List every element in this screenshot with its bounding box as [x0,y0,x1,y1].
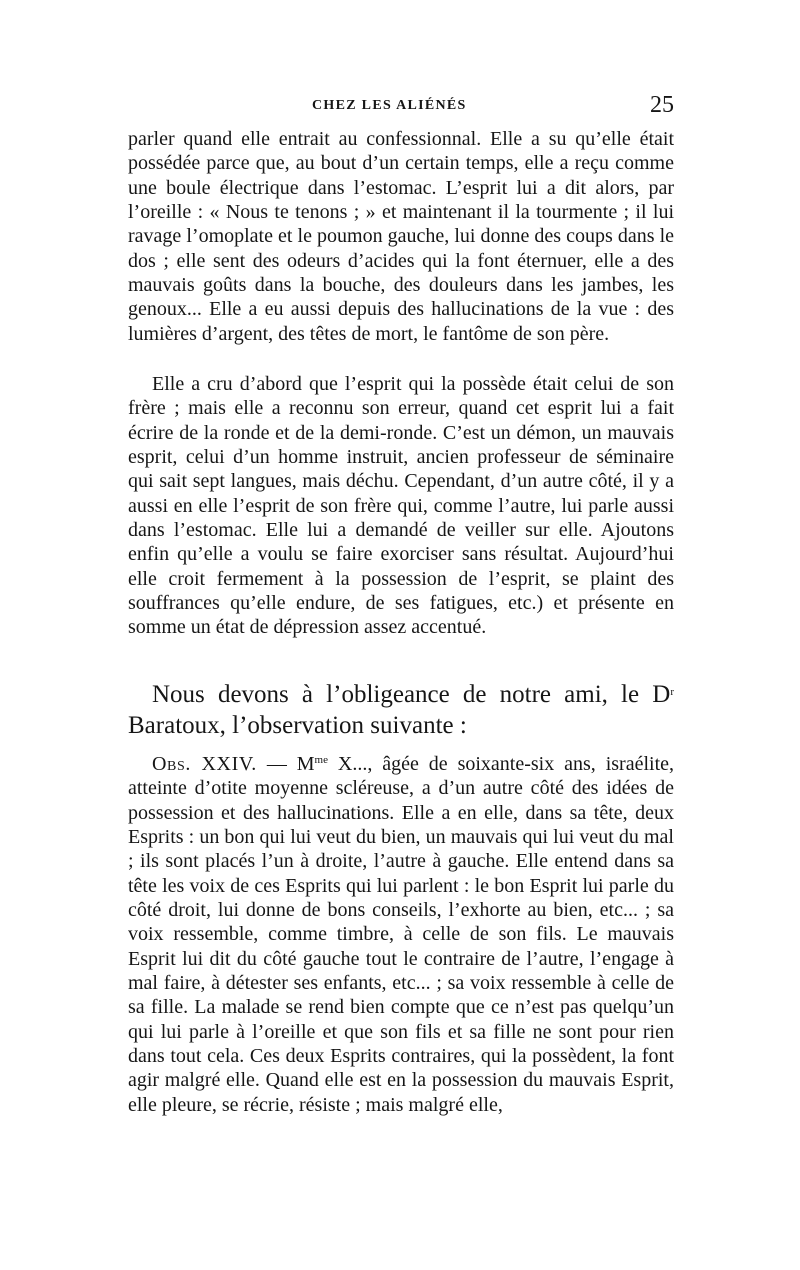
observation-label: Obs. XXIV. [152,753,257,775]
second-paragraph [128,372,674,640]
doctor-abbreviation-superscript: r [670,686,674,698]
continued-paragraph [128,127,674,346]
running-header [128,92,676,122]
paragraph-text: Elle a cru d’abord que l’esprit qui la possède était celui de son frère ; mais elle a reconnu son erreur, quand cet esprit lui a fait écrire de la ronde et de la demi-ronde. C’est un démon, un mauvais esprit, celui d’un homme instruit, ancien professeur de séminaire qui sait sept langues, mais déchu. Cependant, d’un autre côté, il y a aussi en elle l’esprit de son frère qui, comme l’autre, lui parle aussi dans l’estomac. Elle lui a demandé de veiller sur elle. Ajoutons enfin qu’elle a voulu se faire exorciser sans résultat. Aujourd’hui elle croit fermement à la possession de l’esprit, se plaint des souffrances qu’elle endure, de ses fatigues, etc.) et présente en somme un état de dépression assez accentué. [128,373,674,639]
observation-text [128,752,674,1117]
observation-dash: — M [256,753,315,775]
running-title: CHEZ LES ALIÉNÉS [312,98,467,113]
intro-text-start: Nous devons à l’obligeance de notre ami, le D [152,681,671,708]
observation-intro [128,679,674,741]
observation-body: X..., âgée de soixante-six ans, israélite, atteinte d’otite moyenne scléreuse, a d’un autre côté des idées de possession et des hallucinations. Elle a en elle, dans sa tête, deux Esprits : un bon qui lui veut du bien, un mauvais qui lui veut du mal ; ils sont placés l’un à droite, l’autre à gauche. Elle entend dans sa tête les voix de ces Esprits qui lui parlent : le bon Esprit lui parle du côté droit, lui donne de bons conseils, l’exhorte au bien, etc... ; sa voix ressemble, comme timbre, à celle de son fils. Le mauvais Esprit lui dit du côté gauche tout le contraire de l’autre, l’engage à mal faire, à détester ses enfants, etc... ; sa voix ressemble à celle de sa fille. La malade se rend bien compte que ce n’est pas quelqu’un qui lui parle à l’oreille et que son fils et sa fille ne sont pour rien dans tout cela. Ces deux Esprits contraires, qui la possèdent, la font agir malgré elle. Quand elle est en la possession du mauvais Esprit, elle pleure, se récrie, résiste ; mais malgré elle, [128,753,674,1116]
intro-text-end: Baratoux, l’observation suivante : [128,712,467,739]
intro-text [128,679,674,741]
observation-paragraph [128,752,674,1117]
page-number: 25 [650,92,674,118]
paragraph-text: parler quand elle entrait au confessionnal. Elle a su qu’elle était possédée parce que, au bout d’un certain temps, elle a reçu comme une boule électrique dans l’estomac. L’esprit lui a dit alors, par l’oreille : « Nous te tenons ; » et maintenant il la tourmente ; il lui ravage l’omoplate et le poumon gauche, lui donne des coups dans le dos ; elle sent des odeurs d’acides qui la font éternuer, elle a des mauvais goûts dans la bouche, des douleurs dans les jambes, les genoux... Elle a eu aussi depuis des hallucinations de la vue : des lumières d’argent, des têtes de mort, le fantôme de son père. [128,128,674,345]
madame-superscript: me [314,754,328,766]
